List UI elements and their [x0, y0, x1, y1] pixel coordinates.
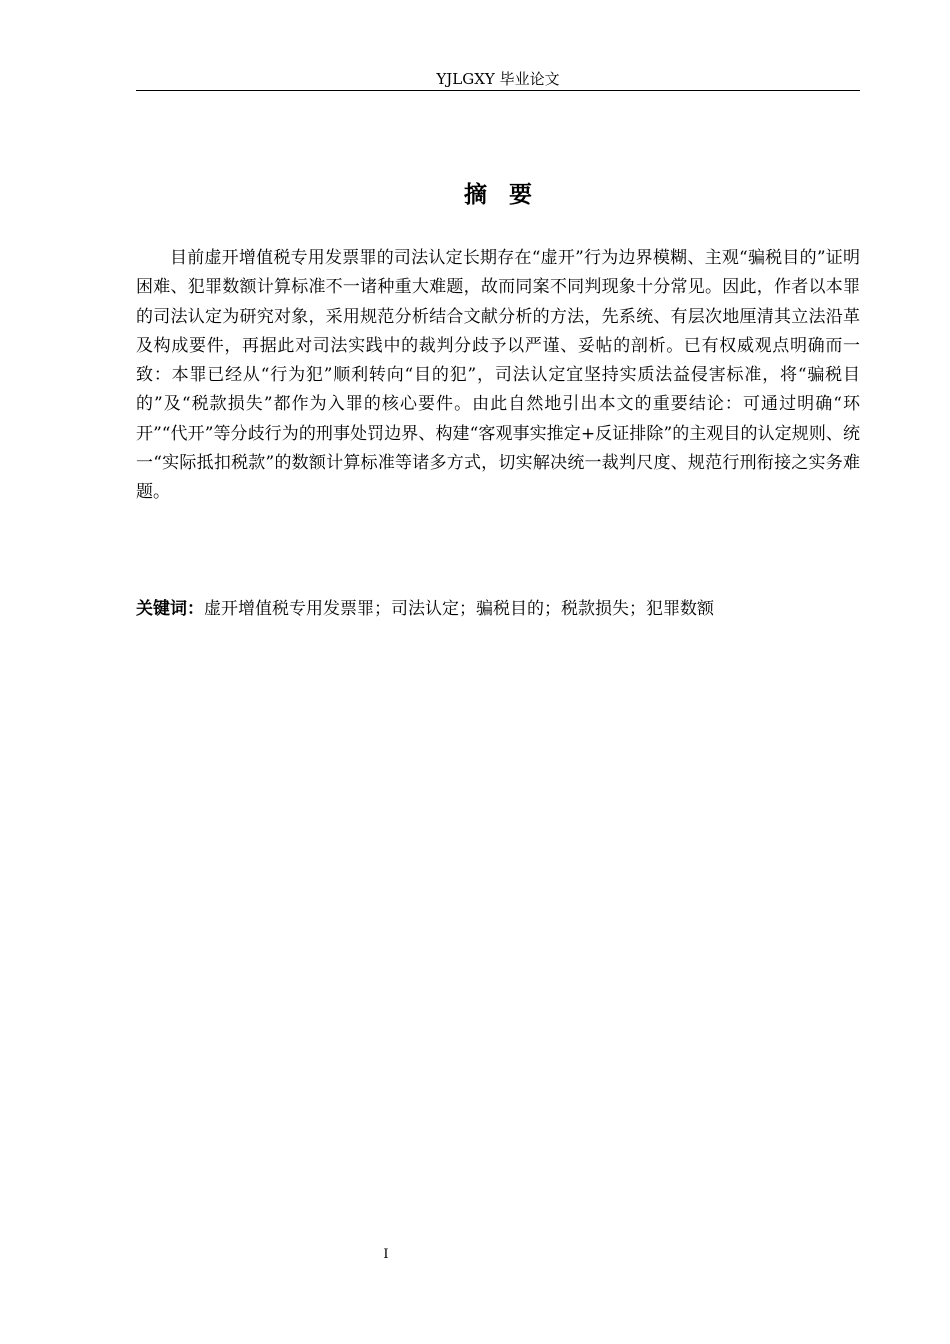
abstract-title: 摘要 [464, 182, 554, 208]
abstract-body: 目前虚开增值税专用发票罪的司法认定长期存在“虚开”行为边界模糊、主观“骗税目的”证明困难、犯罪数额计算标准不一诸种重大难题，故而同案不同判现象十分常见。因此，作者以本罪的司法认定为研究对象，采用规范分析结合文献分析的方法，先系统、有层次地厘清其立法沿革及构成要件，再据此对司法实践中的裁判分歧予以严谨、妥帖的剖析。已有权威观点明确而一致：本罪已经从“行为犯”顺利转向“目的犯”，司法认定宜坚持实质法益侵害标准，将“骗税目的”及“税款损失”都作为入罪的核心要件。由此自然地引出本文的重要结论：可通过明确“环开”“代开”等分歧行为的刑事处罚边界、构建“客观事实推定+反证排除”的主观目的认定规则、统一“实际抵扣税款”的数额计算标准等诸多方式，切实解决统一裁判尺度、规范行刑衔接之实务难题。 [136, 248, 860, 503]
keywords-label: 关键词： [136, 599, 204, 619]
page-header [136, 68, 860, 91]
header-text: YJLGXY 毕业论文 [436, 70, 560, 88]
page-number: I [383, 1247, 389, 1262]
keywords-text: 虚开增值税专用发票罪；司法认定；骗税目的；税款损失；犯罪数额 [204, 599, 714, 619]
keywords-line [136, 595, 860, 623]
